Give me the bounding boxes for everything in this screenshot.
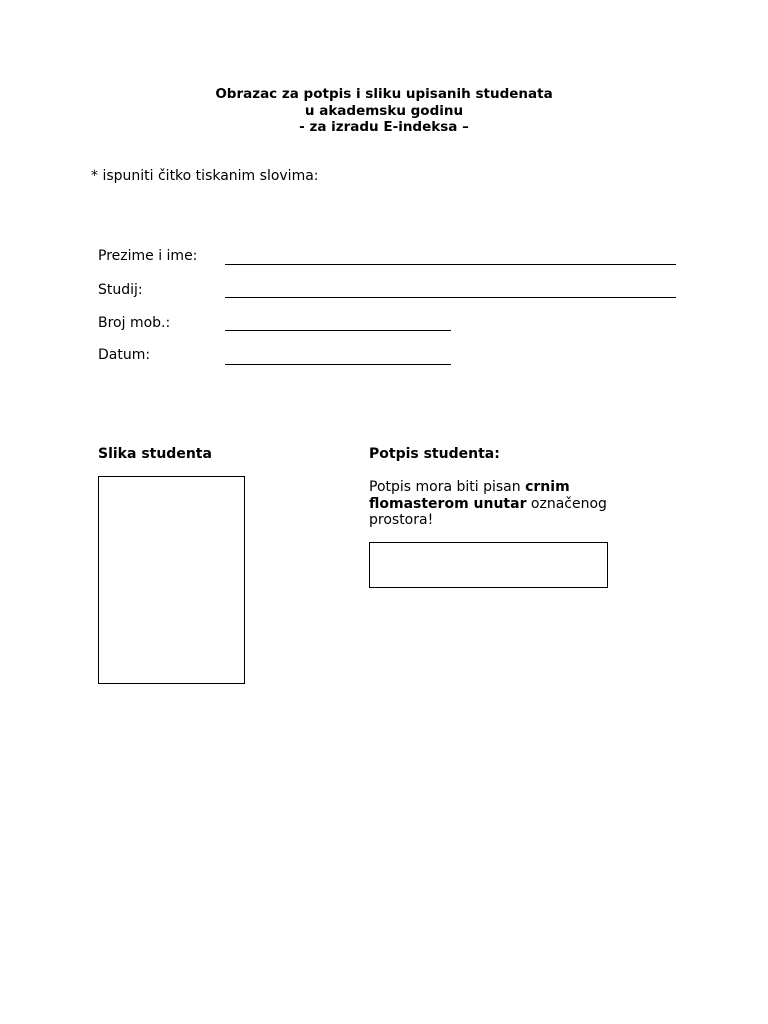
title-line-1: Obrazac za potpis i sliku upisanih studenata	[215, 86, 553, 102]
name-field-line[interactable]	[225, 264, 676, 265]
photo-heading: Slika studenta	[98, 446, 212, 462]
signature-note-part1: Potpis mora biti pisan	[369, 479, 526, 495]
signature-note-bold: crnim flomasterom unutar	[369, 479, 570, 512]
signature-note-part2: označenog prostora!	[369, 495, 607, 528]
signature-heading: Potpis studenta:	[369, 446, 500, 462]
date-field-line[interactable]	[225, 364, 451, 365]
phone-field-line[interactable]	[225, 330, 451, 331]
title-line-3: - za izradu E-indeksa –	[299, 119, 469, 135]
phone-label: Broj mob.:	[98, 315, 171, 331]
photo-box[interactable]	[98, 476, 245, 684]
study-field-line[interactable]	[225, 297, 676, 298]
form-title	[0, 86, 768, 136]
title-line-2: u akademsku godinu	[304, 102, 464, 119]
signature-box[interactable]	[369, 542, 608, 588]
fill-instruction: * ispuniti čitko tiskanim slovima:	[91, 168, 319, 184]
signature-note	[369, 479, 639, 529]
date-label: Datum:	[98, 347, 151, 363]
study-label: Studij:	[98, 282, 143, 298]
name-label: Prezime i ime:	[98, 248, 198, 264]
